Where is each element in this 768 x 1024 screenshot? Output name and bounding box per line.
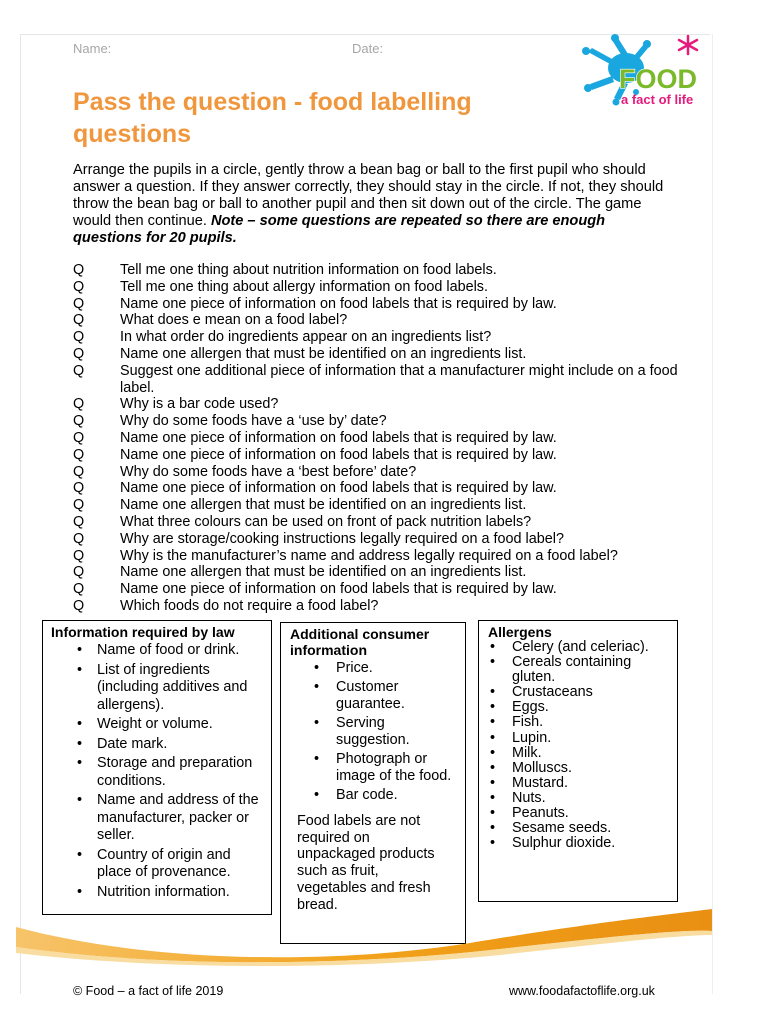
law-box-title: Information required by law — [51, 624, 235, 640]
allergen-item-text: Milk. — [512, 744, 542, 761]
allergen-item-text: Crustaceans — [512, 684, 593, 701]
question-item-text: In what order do ingredients appear on an ingredients list? — [120, 329, 492, 346]
question-item — [73, 480, 683, 497]
question-marker: Q — [73, 547, 85, 564]
page-border-right — [712, 34, 713, 994]
question-list — [73, 262, 683, 615]
question-item — [73, 581, 683, 598]
bullet: • — [490, 759, 496, 776]
question-item — [73, 531, 683, 548]
question-item-text: Why is a bar code used? — [120, 396, 279, 413]
question-marker: Q — [73, 345, 85, 362]
question-item — [73, 396, 683, 413]
extra-item-text: Serving suggestion. — [336, 714, 410, 748]
extra-item-text: Customer guarantee. — [336, 678, 405, 712]
question-marker: Q — [73, 581, 85, 598]
bullet: • — [490, 729, 496, 746]
law-item — [51, 884, 263, 902]
law-item — [51, 642, 263, 660]
allergen-item — [488, 715, 668, 730]
additional-consumer-info-box — [280, 622, 466, 944]
extra-item — [290, 660, 456, 678]
question-item-text: Which foods do not require a food label? — [120, 597, 379, 614]
bullet: • — [490, 684, 496, 701]
allergen-item — [488, 791, 668, 806]
decorative-swoosh — [0, 905, 768, 975]
bullet: • — [490, 744, 496, 761]
law-item — [51, 847, 263, 882]
intro-note: Note – some questions are repeated so there are enough questions for 20 pupils. — [73, 213, 606, 246]
footer-url[interactable]: www.foodafactoflife.org.uk — [509, 984, 655, 998]
question-marker: Q — [73, 429, 85, 446]
bullet: • — [490, 835, 496, 852]
question-marker: Q — [73, 278, 85, 295]
question-marker: Q — [73, 396, 85, 413]
allergen-item-text: Nuts. — [512, 789, 546, 806]
allergen-item — [488, 746, 668, 761]
question-item-text: Name one allergen that must be identified on an ingredients list. — [120, 564, 527, 581]
info-required-by-law-box — [42, 620, 272, 915]
law-item — [51, 792, 263, 845]
extra-item — [290, 751, 456, 786]
allergen-item — [488, 655, 668, 685]
bullet: • — [314, 678, 320, 695]
extra-item — [290, 679, 456, 714]
question-marker: Q — [73, 513, 85, 530]
question-item-text: Name one piece of information on food labels that is required by law. — [120, 429, 557, 446]
bullet: • — [77, 883, 83, 900]
logo-tagline: a fact of life — [621, 92, 694, 107]
allergen-item — [488, 700, 668, 715]
extra-item — [290, 787, 456, 805]
question-item-text: Tell me one thing about nutrition information on food labels. — [120, 262, 497, 278]
page-border-left — [20, 34, 21, 994]
question-marker: Q — [73, 530, 85, 547]
question-item-text: Name one allergen that must be identified on an ingredients list. — [120, 345, 527, 362]
extra-box-title: Additional consumer information — [290, 626, 430, 658]
law-item-text: List of ingredients (including additives and allergens). — [97, 661, 248, 713]
question-item-text: Why do some foods have a ‘use by’ date? — [120, 413, 387, 430]
bullet: • — [314, 660, 320, 676]
page-title: Pass the question - food labelling questions — [73, 88, 472, 148]
law-item-text: Name and address of the manufacturer, packer or seller. — [97, 792, 259, 843]
allergen-item-text: Molluscs. — [512, 759, 572, 776]
question-item — [73, 464, 683, 481]
question-item — [73, 564, 683, 581]
bullet: • — [490, 654, 496, 671]
law-item-text: Country of origin and place of provenance. — [97, 846, 231, 880]
bullet: • — [490, 789, 496, 806]
question-marker: Q — [73, 597, 85, 614]
bullet: • — [314, 750, 320, 767]
law-item-text: Storage and preparation conditions. — [97, 755, 253, 789]
law-item-text: Nutrition information. — [97, 883, 230, 900]
allergen-item — [488, 821, 668, 836]
allergen-item-text: Celery (and celeriac). — [512, 639, 649, 655]
allergen-item — [488, 836, 668, 851]
allergen-item-text: Cereals containing gluten. — [512, 654, 632, 686]
extra-item — [290, 715, 456, 750]
bullet: • — [314, 786, 320, 803]
question-marker: Q — [73, 480, 85, 497]
question-marker: Q — [73, 564, 85, 581]
bullet: • — [77, 735, 83, 752]
law-list — [51, 642, 263, 901]
question-item-text: Why are storage/cooking instructions legally required on a food label? — [120, 530, 564, 547]
intro-text: Arrange the pupils in a circle, gently throw a bean bag or ball to the first pupil who should answer a question. If they answer correctly, they should stay in the circle. If not, they should throw the bean bag or ball to another pupil and then sit down out of the circle. The game would then continue. — [73, 162, 664, 229]
question-marker: Q — [73, 329, 85, 346]
question-item-text: Tell me one thing about allergy information on food labels. — [120, 278, 488, 295]
logo-word-food: FOOD — [619, 64, 697, 94]
allergen-item — [488, 640, 668, 655]
question-marker: Q — [73, 497, 85, 514]
question-item — [73, 279, 683, 296]
question-item — [73, 598, 683, 615]
question-item — [73, 312, 683, 329]
bullet: • — [77, 792, 83, 808]
question-marker: Q — [73, 463, 85, 480]
bullet: • — [77, 716, 83, 732]
question-item-text: What does e mean on a food label? — [120, 312, 348, 329]
allergen-item-text: Sulphur dioxide. — [512, 835, 616, 852]
allergen-item-text: Sesame seeds. — [512, 820, 612, 837]
question-item-text: Name one piece of information on food labels that is required by law. — [120, 295, 557, 312]
question-item — [73, 497, 683, 514]
allergen-item — [488, 761, 668, 776]
question-item — [73, 363, 683, 397]
extra-item-text: Photograph or image of the food. — [336, 750, 452, 784]
question-item-text: Why is the manufacturer’s name and address legally required on a food label? — [120, 547, 618, 564]
question-item — [73, 430, 683, 447]
question-item — [73, 296, 683, 313]
question-item-text: What three colours can be used on front of pack nutrition labels? — [120, 513, 532, 530]
law-item — [51, 662, 263, 715]
name-label: Name: — [73, 41, 112, 56]
bullet: • — [77, 755, 83, 771]
extra-item-text: Bar code. — [336, 786, 398, 803]
law-item-text: Date mark. — [97, 735, 168, 752]
question-item — [73, 514, 683, 531]
extra-list — [290, 660, 456, 804]
question-item-text: Suggest one additional piece of information that a manufacturer might include on a food label. — [120, 362, 678, 396]
question-item — [73, 262, 683, 279]
bullet: • — [77, 661, 83, 678]
extra-item-text: Price. — [336, 660, 373, 676]
bullet: • — [77, 846, 83, 863]
allergen-item — [488, 776, 668, 791]
question-marker: Q — [73, 362, 85, 379]
bullet: • — [490, 714, 496, 731]
bullet: • — [490, 699, 496, 716]
question-item — [73, 447, 683, 464]
question-item-text: Name one piece of information on food labels that is required by law. — [120, 480, 557, 497]
footer-copyright: © Food – a fact of life 2019 — [73, 984, 224, 998]
question-item — [73, 413, 683, 430]
allergen-item — [488, 685, 668, 700]
question-marker: Q — [73, 262, 85, 278]
allergens-box — [478, 620, 678, 902]
question-marker: Q — [73, 295, 85, 312]
allergen-item-text: Mustard. — [512, 774, 568, 791]
bullet: • — [77, 642, 83, 658]
law-item — [51, 736, 263, 754]
question-item-text: Why do some foods have a ‘best before’ date? — [120, 463, 417, 480]
allergen-item-text: Peanuts. — [512, 805, 569, 822]
question-item — [73, 329, 683, 346]
bullet: • — [490, 820, 496, 837]
question-item — [73, 346, 683, 363]
food-a-fact-of-life-logo — [582, 34, 712, 119]
allergen-item — [488, 806, 668, 821]
question-item-text: Name one allergen that must be identified on an ingredients list. — [120, 497, 527, 514]
law-item — [51, 755, 263, 790]
law-item-text: Weight or volume. — [97, 716, 213, 732]
allergens-box-title: Allergens — [488, 624, 552, 640]
allergen-item-text: Lupin. — [512, 729, 552, 746]
question-marker: Q — [73, 413, 85, 430]
question-marker: Q — [73, 446, 85, 463]
allergen-list — [488, 640, 668, 851]
bullet: • — [314, 714, 320, 731]
intro-paragraph — [73, 162, 673, 247]
law-item — [51, 716, 263, 734]
law-item-text: Name of food or drink. — [97, 642, 240, 658]
logo-asterisk — [679, 36, 697, 54]
bullet: • — [490, 774, 496, 791]
bullet: • — [490, 805, 496, 822]
date-label: Date: — [352, 41, 384, 56]
question-item-text: Name one piece of information on food labels that is required by law. — [120, 446, 557, 463]
question-marker: Q — [73, 312, 85, 329]
allergen-item — [488, 731, 668, 746]
unpackaged-note: Food labels are not required on unpackaged products such as fruit, vegetables and fresh bread. — [297, 813, 435, 913]
question-item-text: Name one piece of information on food labels that is required by law. — [120, 581, 557, 598]
bullet: • — [490, 639, 496, 655]
allergen-item-text: Eggs. — [512, 699, 549, 716]
question-item — [73, 548, 683, 565]
allergen-item-text: Fish. — [512, 714, 544, 731]
